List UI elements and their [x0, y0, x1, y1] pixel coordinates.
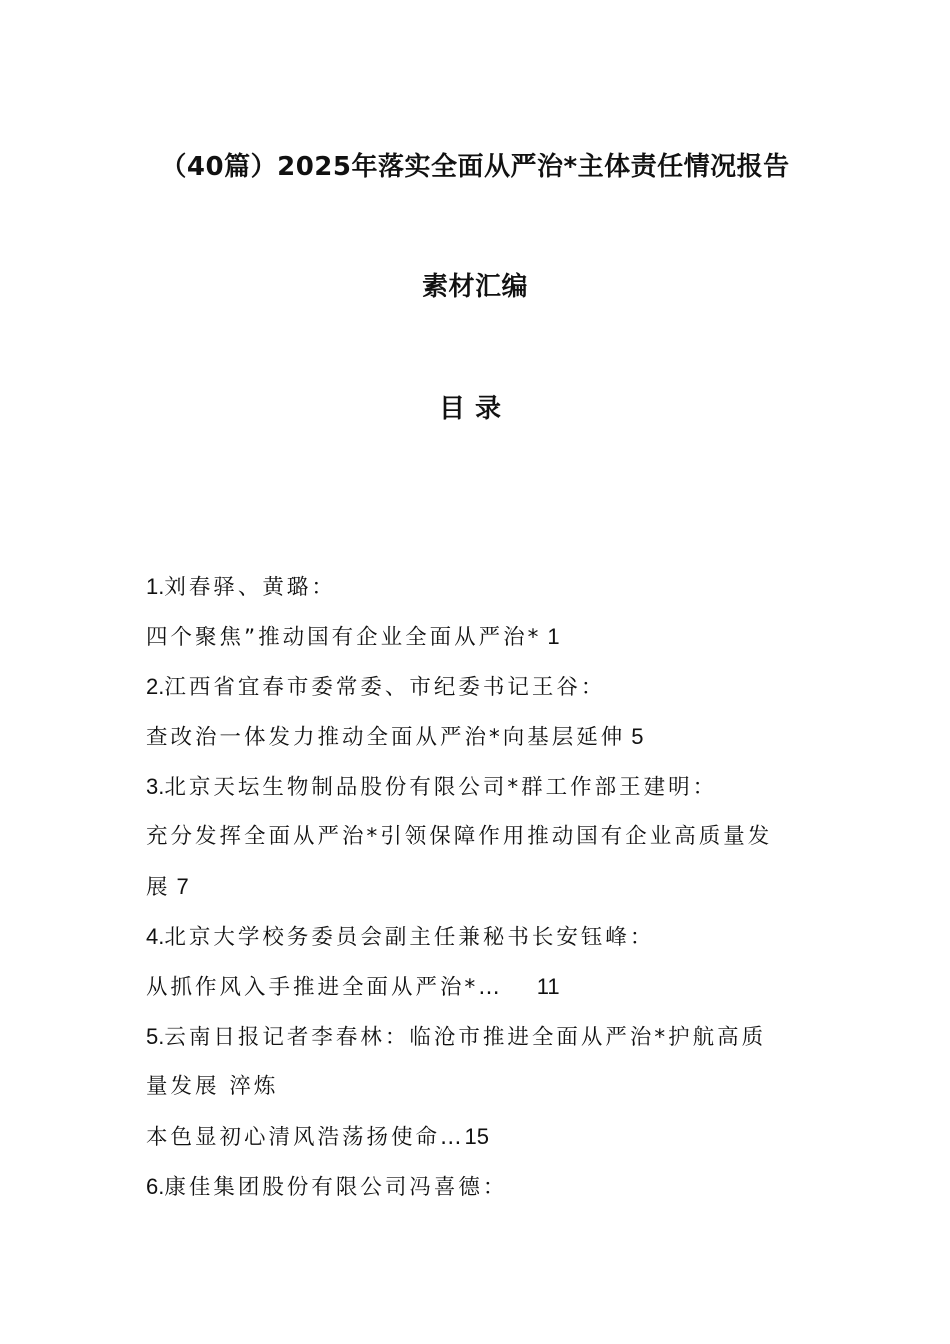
- toc-entry-title-text: 查改治一体发力推动全面从严治*向基层延伸: [146, 725, 626, 750]
- toc-entry-number: 6.: [146, 1174, 165, 1199]
- toc-entry-author[interactable]: [146, 1017, 816, 1067]
- toc-entry-author[interactable]: [146, 667, 816, 717]
- toc-heading: 目录: [438, 394, 511, 424]
- toc-entry-number: 4.: [146, 924, 165, 949]
- toc-entry-author-text: 云南日报记者李春林：临沧市推进全面从严治*护航高质: [164, 1025, 767, 1050]
- toc-entry-page: 15: [464, 1124, 489, 1149]
- toc-entry-author[interactable]: [146, 767, 816, 817]
- toc-entry-page: 7: [176, 874, 189, 899]
- toc-entry-title[interactable]: [146, 1067, 816, 1117]
- toc-entry-author-text: 康佳集团股份有限公司冯喜德：: [164, 1175, 508, 1200]
- toc-entry-title-continued[interactable]: [146, 867, 816, 917]
- toc-entry-number: 2.: [146, 674, 165, 699]
- toc-entry-number: 1.: [146, 574, 165, 599]
- toc-entry-author-text: 江西省宜春市委常委、市纪委书记王谷：: [164, 675, 606, 700]
- table-of-contents: [146, 567, 816, 1217]
- toc-entry-title-text: 量发展 淬炼: [146, 1074, 279, 1099]
- toc-entry-author[interactable]: [146, 1167, 816, 1217]
- toc-entry-title[interactable]: [146, 817, 816, 867]
- toc-entry-title-text: 本色显初心清风浩荡扬使命…: [146, 1125, 465, 1150]
- toc-entry-number: 3.: [146, 774, 165, 799]
- toc-entry-title[interactable]: [146, 967, 816, 1017]
- toc-entry-author[interactable]: [146, 567, 816, 617]
- toc-entry-title-continued[interactable]: [146, 1117, 816, 1167]
- toc-entry-author-text: 北京天坛生物制品股份有限公司*群工作部王建明：: [164, 775, 718, 800]
- toc-entry-title-text: 从抓作风入手推进全面从严治*…: [146, 975, 503, 1000]
- toc-entry-page: 5: [631, 724, 644, 749]
- toc-entry-title-text: 充分发挥全面从严治*引领保障作用推动国有企业高质量发: [146, 824, 773, 849]
- toc-entry-title[interactable]: [146, 617, 816, 667]
- toc-entry-title-text: 展: [146, 875, 171, 900]
- toc-entry-title-text: 四个聚焦”推动国有企业全面从严治*: [146, 625, 542, 650]
- toc-entry-author-text: 刘春驿、黄璐：: [164, 575, 336, 600]
- toc-entry-title[interactable]: [146, 717, 816, 767]
- toc-entry-author-text: 北京大学校务委员会副主任兼秘书长安钰峰：: [164, 925, 655, 950]
- toc-entry-author[interactable]: [146, 917, 816, 967]
- toc-entry-page: 11: [536, 974, 560, 999]
- document-title: （40篇）2025年落实全面从严治*主体责任情况报告: [160, 152, 790, 182]
- document-subtitle: 素材汇编: [421, 272, 528, 302]
- toc-entry-number: 5.: [146, 1024, 165, 1049]
- toc-entry-page: 1: [547, 624, 560, 649]
